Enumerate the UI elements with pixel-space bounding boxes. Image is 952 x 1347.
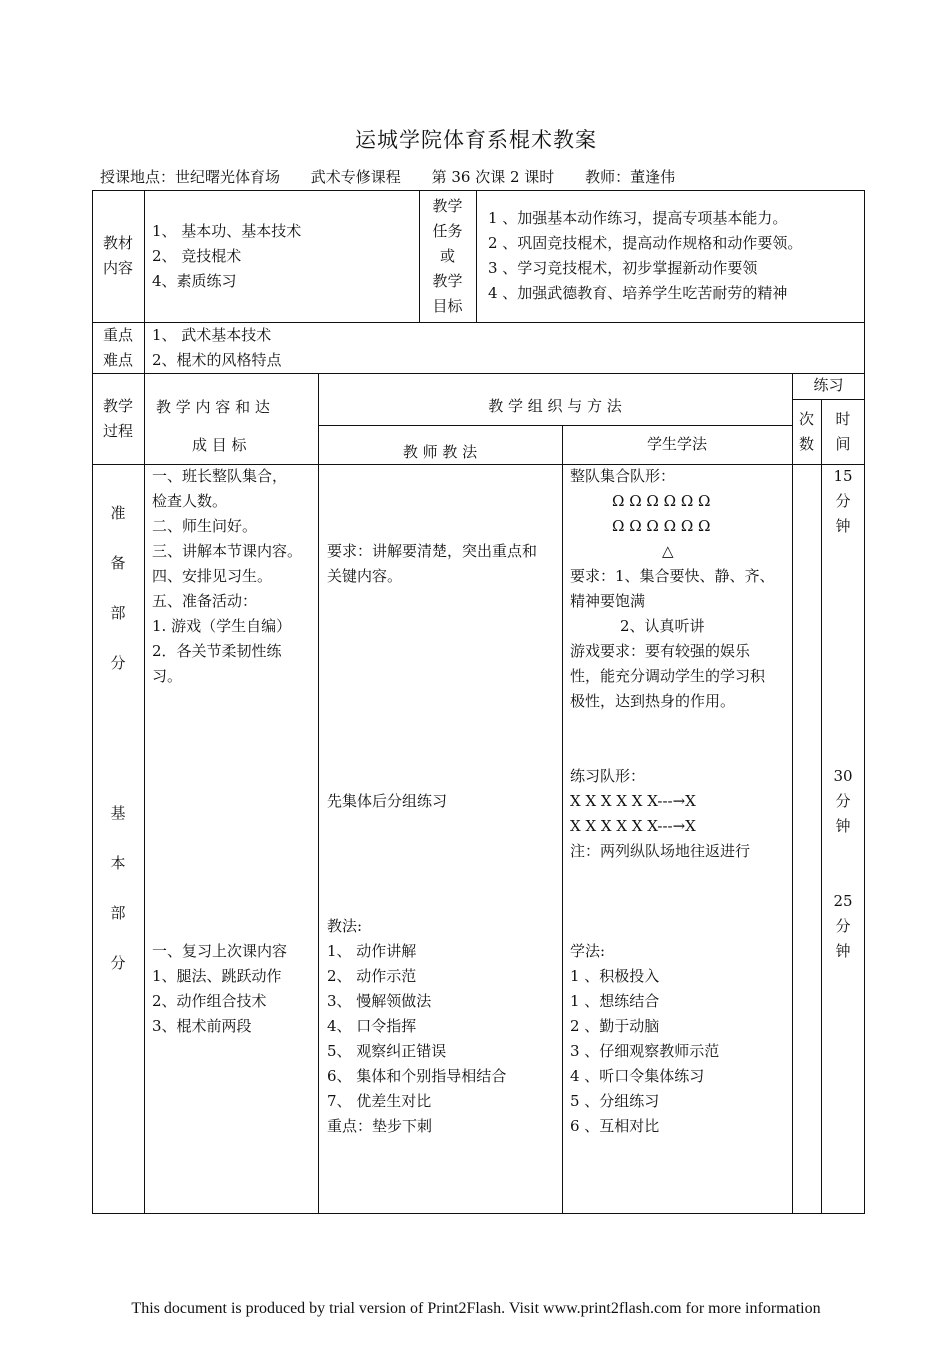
basic-time-b: 25 分 钟 [833, 892, 853, 960]
basic-section-label: 基 本 部 分 [110, 804, 126, 972]
col-divider [792, 373, 793, 1214]
prep-student-method: 整队集合队形： Ω Ω Ω Ω Ω Ω Ω Ω Ω Ω Ω Ω △ 要求：1、集合要快、静、齐、 精神要饱满 2、认真听讲 游戏要求：要有较强的娱乐 性，能充分调动学生的学习积 极性，达到热身的作用。 [570, 467, 775, 710]
basic-student-method-a: 练习队形： X X X X X X---→X X X X X X X---→X 注：两列纵队场地往返进行 [570, 767, 751, 860]
basic-time-a: 30 分 钟 [833, 767, 853, 835]
material-label: 教材 内容 [102, 234, 133, 277]
course: 武术专修课程 [310, 168, 401, 186]
session: 第 36 次课 2 课时 [431, 168, 555, 186]
basic-teacher-method-b: 教法: 1、 动作讲解 2、 动作示范 3、 慢解领做法 4、 口令指挥 5、 观察纠正错误 6、 集体和个别指导相结合 7、 优差生对比 重点：垫步下刺 [327, 917, 507, 1135]
time-label: 时 间 [835, 410, 851, 453]
prep-teacher-method: 要求：讲解要清楚，突出重点和 关键内容。 [327, 542, 538, 585]
org-label: 教 学 组 织 与 方 法 [488, 397, 622, 415]
prep-time: 15 分 钟 [833, 467, 853, 535]
location: 授课地点：世纪曙光体育场 [100, 168, 281, 186]
row-divider [792, 399, 865, 400]
key-items: 1、 武术基本技术 2、棍术的风格特点 [152, 326, 282, 369]
col-divider [318, 373, 319, 1214]
col-divider [476, 190, 477, 322]
col-divider [562, 425, 563, 1214]
material-items: 1、 基本功、基本技术 2、 竞技棍术 4、素质练习 [152, 222, 302, 290]
count-label: 次 数 [798, 410, 814, 453]
key-label: 重点 难点 [102, 326, 133, 369]
basic-student-method-b: 学法: 1 、积极投入 1 、想练结合 2 、勤于动脑 3 、仔细观察教师示范 4 、听口令集体练习 5 、分组练习 6 、互相对比 [570, 942, 720, 1135]
basic-teacher-method-a: 先集体后分组练习 [327, 792, 448, 810]
document-title: 运城学院体育系棍术教案 [355, 128, 597, 152]
col-divider [144, 190, 145, 1214]
prep-section-label: 准 备 部 分 [110, 504, 126, 672]
trial-footer: This document is produced by trial version of Print2Flash. Visit www.print2flash.com for more information [131, 1300, 821, 1317]
prep-content: 一、班长整队集合， 检查人数。 二、师生问好。 三、讲解本节课内容。 四、安排见习生。 五、准备活动： 1. 游戏（学生自编） 2．各关节柔韧性练 习。 [152, 467, 303, 685]
teacher-method-label: 教 师 教 法 [402, 443, 478, 461]
process-label: 教学 过程 [102, 397, 133, 440]
row-divider [92, 373, 865, 374]
student-method-label: 学生学法 [646, 435, 707, 453]
practice-label: 练习 [813, 376, 844, 394]
course-info-line [100, 166, 701, 187]
task-label: 教学 任务 或 教学 目标 [432, 197, 463, 315]
task-items: 1 、加强基本动作练习，提高专项基本能力。 2 、巩固竞技棍术，提高动作规格和动作要领。 3 、学习竞技棍术，初步掌握新动作要领 4 、加强武德教育、培养学生吃苦耐劳的精神 [488, 209, 803, 302]
content-label: 教 学 内 容 和 达 成 目 标 [156, 398, 270, 454]
basic-content: 一、复习上次课内容 1、腿法、跳跃动作 2、动作组合技术 3、棍术前两段 [152, 942, 288, 1035]
row-divider [318, 425, 792, 426]
teacher: 教师：董逢伟 [585, 168, 676, 186]
